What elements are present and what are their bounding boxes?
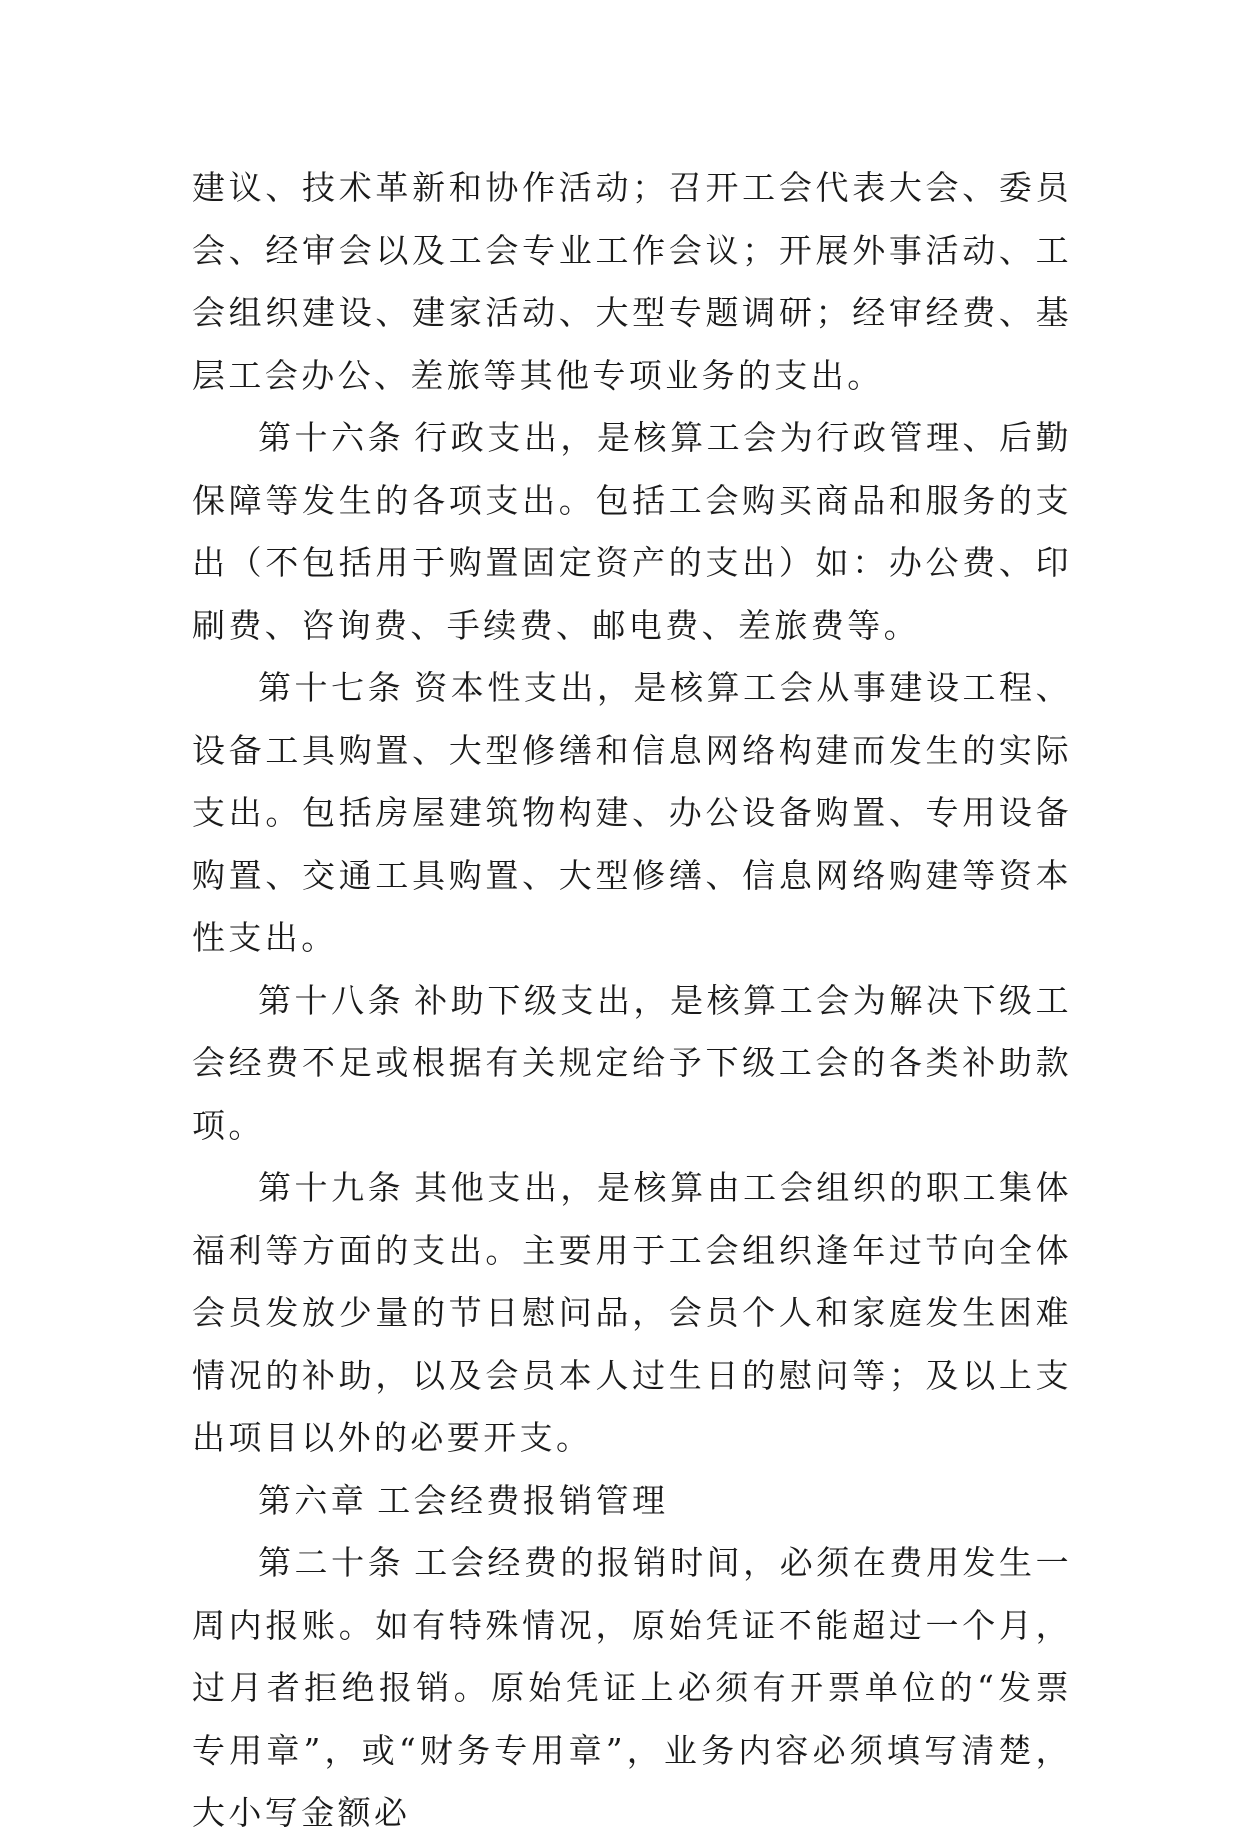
article-19 xyxy=(192,1157,1072,1470)
document-body xyxy=(192,157,1072,1845)
chapter-6-heading xyxy=(192,1470,1072,1533)
article-18 xyxy=(192,970,1072,1158)
paragraph-text: 工会经费的报销时间，必须在费用发生一周内报账。如有特殊情况，原始凭证不能超过一个月，过月者拒绝报销。原始凭证上必须有开票单位的“发票专用章”，或“财务专用章”，业务内容必须填写清楚，大小写金额必 xyxy=(192,1543,1072,1832)
article-number: 第十八条 xyxy=(258,980,405,1020)
paragraph-text: 资本性支出，是核算工会从事建设工程、设备工具购置、大型修缮和信息网络构建而发生的实际支出。包括房屋建筑物构建、办公设备购置、专用设备购置、交通工具购置、大型修缮、信息网络购建等资本性支出。 xyxy=(192,668,1072,957)
article-number: 第十六条 xyxy=(258,418,405,457)
article-number: 第十九条 xyxy=(258,1168,405,1207)
paragraph-continuation xyxy=(192,157,1072,407)
paragraph-text: 其他支出，是核算由工会组织的职工集体福利等方面的支出。主要用于工会组织逢年过节向全体会员发放少量的节日慰问品，会员个人和家庭发生困难情况的补助，以及会员本人过生日的慰问等；及以上支出项目以外的必要开支。 xyxy=(192,1168,1072,1457)
article-20 xyxy=(192,1532,1072,1845)
paragraph-text: 补助下级支出，是核算工会为解决下级工会经费不足或根据有关规定给予下级工会的各类补助款项。 xyxy=(192,980,1072,1145)
article-17 xyxy=(192,657,1072,970)
chapter-number: 第六章 xyxy=(258,1480,368,1520)
paragraph-text: 行政支出，是核算工会为行政管理、后勤保障等发生的各项支出。包括工会购买商品和服务的支出（不包括用于购置固定资产的支出）如：办公费、印刷费、咨询费、手续费、邮电费、差旅费等。 xyxy=(192,418,1072,645)
article-number: 第十七条 xyxy=(258,668,405,707)
chapter-title: 工会经费报销管理 xyxy=(377,1480,669,1520)
article-number: 第二十条 xyxy=(258,1543,405,1582)
article-16 xyxy=(192,407,1072,657)
paragraph-text: 建议、技术革新和协作活动；召开工会代表大会、委员会、经审会以及工会专业工作会议；开展外事活动、工会组织建设、建家活动、大型专题调研；经审经费、基层工会办公、差旅等其他专项业务的支出。 xyxy=(192,168,1072,395)
